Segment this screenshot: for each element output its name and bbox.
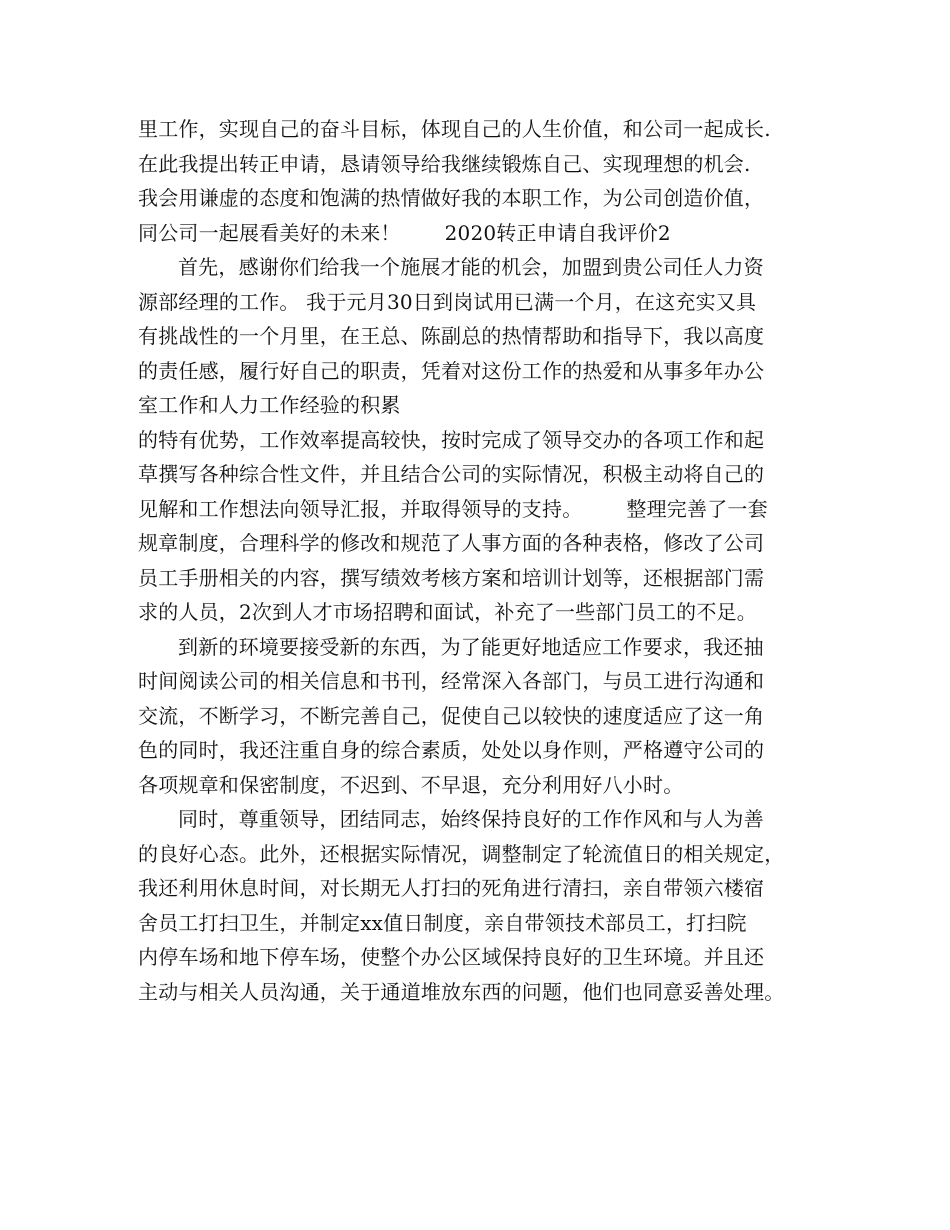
text-line: 有挑战性的一个月里，在王总、陈副总的热情帮助和指导下，我以高度 <box>138 324 765 348</box>
text-line: 在此我提出转正申请，恳请领导给我继续锻炼自己、实现理想的机会. <box>138 151 751 176</box>
text-fragment: 整理完善了一套 <box>626 496 768 521</box>
text-line: 同时，尊重领导，团结同志，始终保持良好的工作作风和与人为善 <box>178 807 764 831</box>
text-fragment: 见解和工作想法向领导汇报，并取得领导的支持。 <box>138 496 583 521</box>
text-line: 到新的环境要接受新的东西，为了能更好地适应工作要求，我还抽 <box>178 634 764 659</box>
text-line: 我会用谦虚的态度和饱满的热情做好我的本职工作，为公司创造价值， <box>138 186 765 210</box>
text-line: 时间阅读公司的相关信息和书刊，经常深入各部门，与员工进行沟通和 <box>138 669 765 693</box>
text-line: 内停车场和地下停车场，使整个办公区域保持良好的卫生环境。并且还 <box>138 945 765 969</box>
text-line: 室工作和人力工作经验的积累 <box>138 393 401 417</box>
text-line: 主动与相关人员沟通，关于通道堆放东西的问题，他们也同意妥善处理。 <box>138 979 785 1004</box>
text-line: 的特有优势，工作效率提高较快，按时完成了领导交办的各项工作和起 <box>138 427 765 452</box>
text-line: 我还利用休息时间，对长期无人打扫的死角进行清扫，亲自带领六楼宿 <box>138 876 765 900</box>
document-body <box>138 112 828 1009</box>
text-line: 里工作，实现自己的奋斗目标，体现自己的人生价值，和公司一起成长. <box>138 117 771 141</box>
text-line: 各项规章和保密制度，不迟到、不早退，充分利用好八小时。 <box>138 772 684 797</box>
section-heading: 2020转正申请自我评价2 <box>444 220 671 245</box>
text-line: 源部经理的工作。 我于元月30日到岗试用已满一个月，在这充实又具 <box>138 289 757 314</box>
text-line: 交流，不断学习，不断完善自己，促使自己以较快的速度适应了这一角 <box>138 703 765 728</box>
text-line: 员工手册相关的内容，撰写绩效考核方案和培训计划等，还根据部门需 <box>138 565 765 590</box>
text-line-with-fragment <box>138 492 828 527</box>
text-line: 草撰写各种综合性文件，并且结合公司的实际情况，积极主动将自己的 <box>138 462 765 486</box>
text-line: 求的人员，2次到人才市场招聘和面试，补充了一些部门员工的不足。 <box>138 600 757 624</box>
text-line-with-heading <box>138 216 828 251</box>
text-fragment: 同公司一起展看美好的未来！ <box>138 220 401 245</box>
text-line: 的良好心态。此外，还根据实际情况，调整制定了轮流值日的相关规定， <box>138 841 785 866</box>
text-line: 舍员工打扫卫生，并制定xx值日制度，亲自带领技术部员工，打扫院 <box>138 910 747 935</box>
text-line: 首先，感谢你们给我一个施展才能的机会，加盟到贵公司任人力资 <box>178 255 764 279</box>
text-line: 规章制度，合理科学的修改和规范了人事方面的各种表格，修改了公司 <box>138 531 765 555</box>
text-line: 的责任感，履行好自己的职责，凭着对这份工作的热爱和从事多年办公 <box>138 358 765 383</box>
text-line: 色的同时，我还注重自身的综合素质，处处以身作则，严格遵守公司的 <box>138 738 765 762</box>
